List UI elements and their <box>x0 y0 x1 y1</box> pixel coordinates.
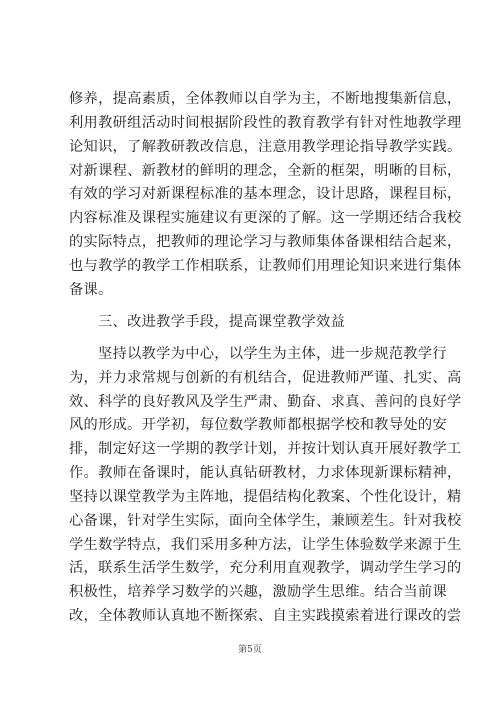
text-line-8: 也与教学的教学工作相联系，让教师们用理论知识来进行集体 <box>69 258 462 274</box>
page-number: 第5页 <box>238 645 262 655</box>
text-line-2: 利用教研组活动时间根据阶段性的教育教学有针对性地教学理 <box>69 115 462 131</box>
text-line-21: 积极性，培养学习数学的兴趣，激励学生思维。结合当前课 <box>69 584 447 600</box>
text-line-16: 作。教师在备课时，能认真钻研教材，力求体现新课标精神， <box>69 465 462 481</box>
text-line-20: 活，联系生活学生数学，充分利用直观教学，调动学生学习的 <box>69 560 462 576</box>
text-line-9: 备课。 <box>69 282 113 298</box>
text-line-17: 坚持以课堂教学为主阵地，提倡结构化教案、个性化设计，精 <box>69 489 462 505</box>
text-line-13: 效、科学的良好教风及学生严肃、勤奋、求真、善问的良好学 <box>69 394 462 410</box>
text-line-22: 改，全体教师认真地不断探索、自主实践摸索着进行课改的尝 <box>69 608 462 624</box>
section-heading: 三、改进教学手段，提高课堂教学效益 <box>98 314 346 330</box>
text-line-5: 有效的学习对新课程标准的基本理念，设计思路，课程目标， <box>69 186 462 202</box>
text-line-12: 为，并力求常规与创新的有机结合，促进教师严谨、扎实、高 <box>69 370 462 386</box>
text-line-3: 论知识，了解教研教改信息，注意用教学理论指导教学实践。 <box>69 139 462 155</box>
text-line-1: 修养，提高素质，全体教师以自学为主，不断地搜集新信息， <box>69 91 462 107</box>
text-line-15: 排，制定好这一学期的教学计划，并按计划认真开展好教学工 <box>69 441 462 457</box>
text-line-6: 内容标准及课程实施建议有更深的了解。这一学期还结合我校 <box>69 210 462 226</box>
text-line-4: 对新课程、新教材的鲜明的理念，全新的框架，明晰的目标， <box>69 163 462 179</box>
text-line-14: 风的形成。开学初，每位数学教师都根据学校和教导处的安 <box>69 417 447 433</box>
text-line-7: 的实际特点，把教师的理论学习与教师集体备课相结合起来， <box>69 234 462 250</box>
text-line-11: 坚持以教学为中心，以学生为主体，进一步规范教学行 <box>98 346 447 362</box>
text-line-19: 学生数学特点，我们采用多种方法，让学生体验数学来源于生 <box>69 537 462 553</box>
text-line-18: 心备课，针对学生实际，面向全体学生，兼顾差生。针对我校 <box>69 513 462 529</box>
